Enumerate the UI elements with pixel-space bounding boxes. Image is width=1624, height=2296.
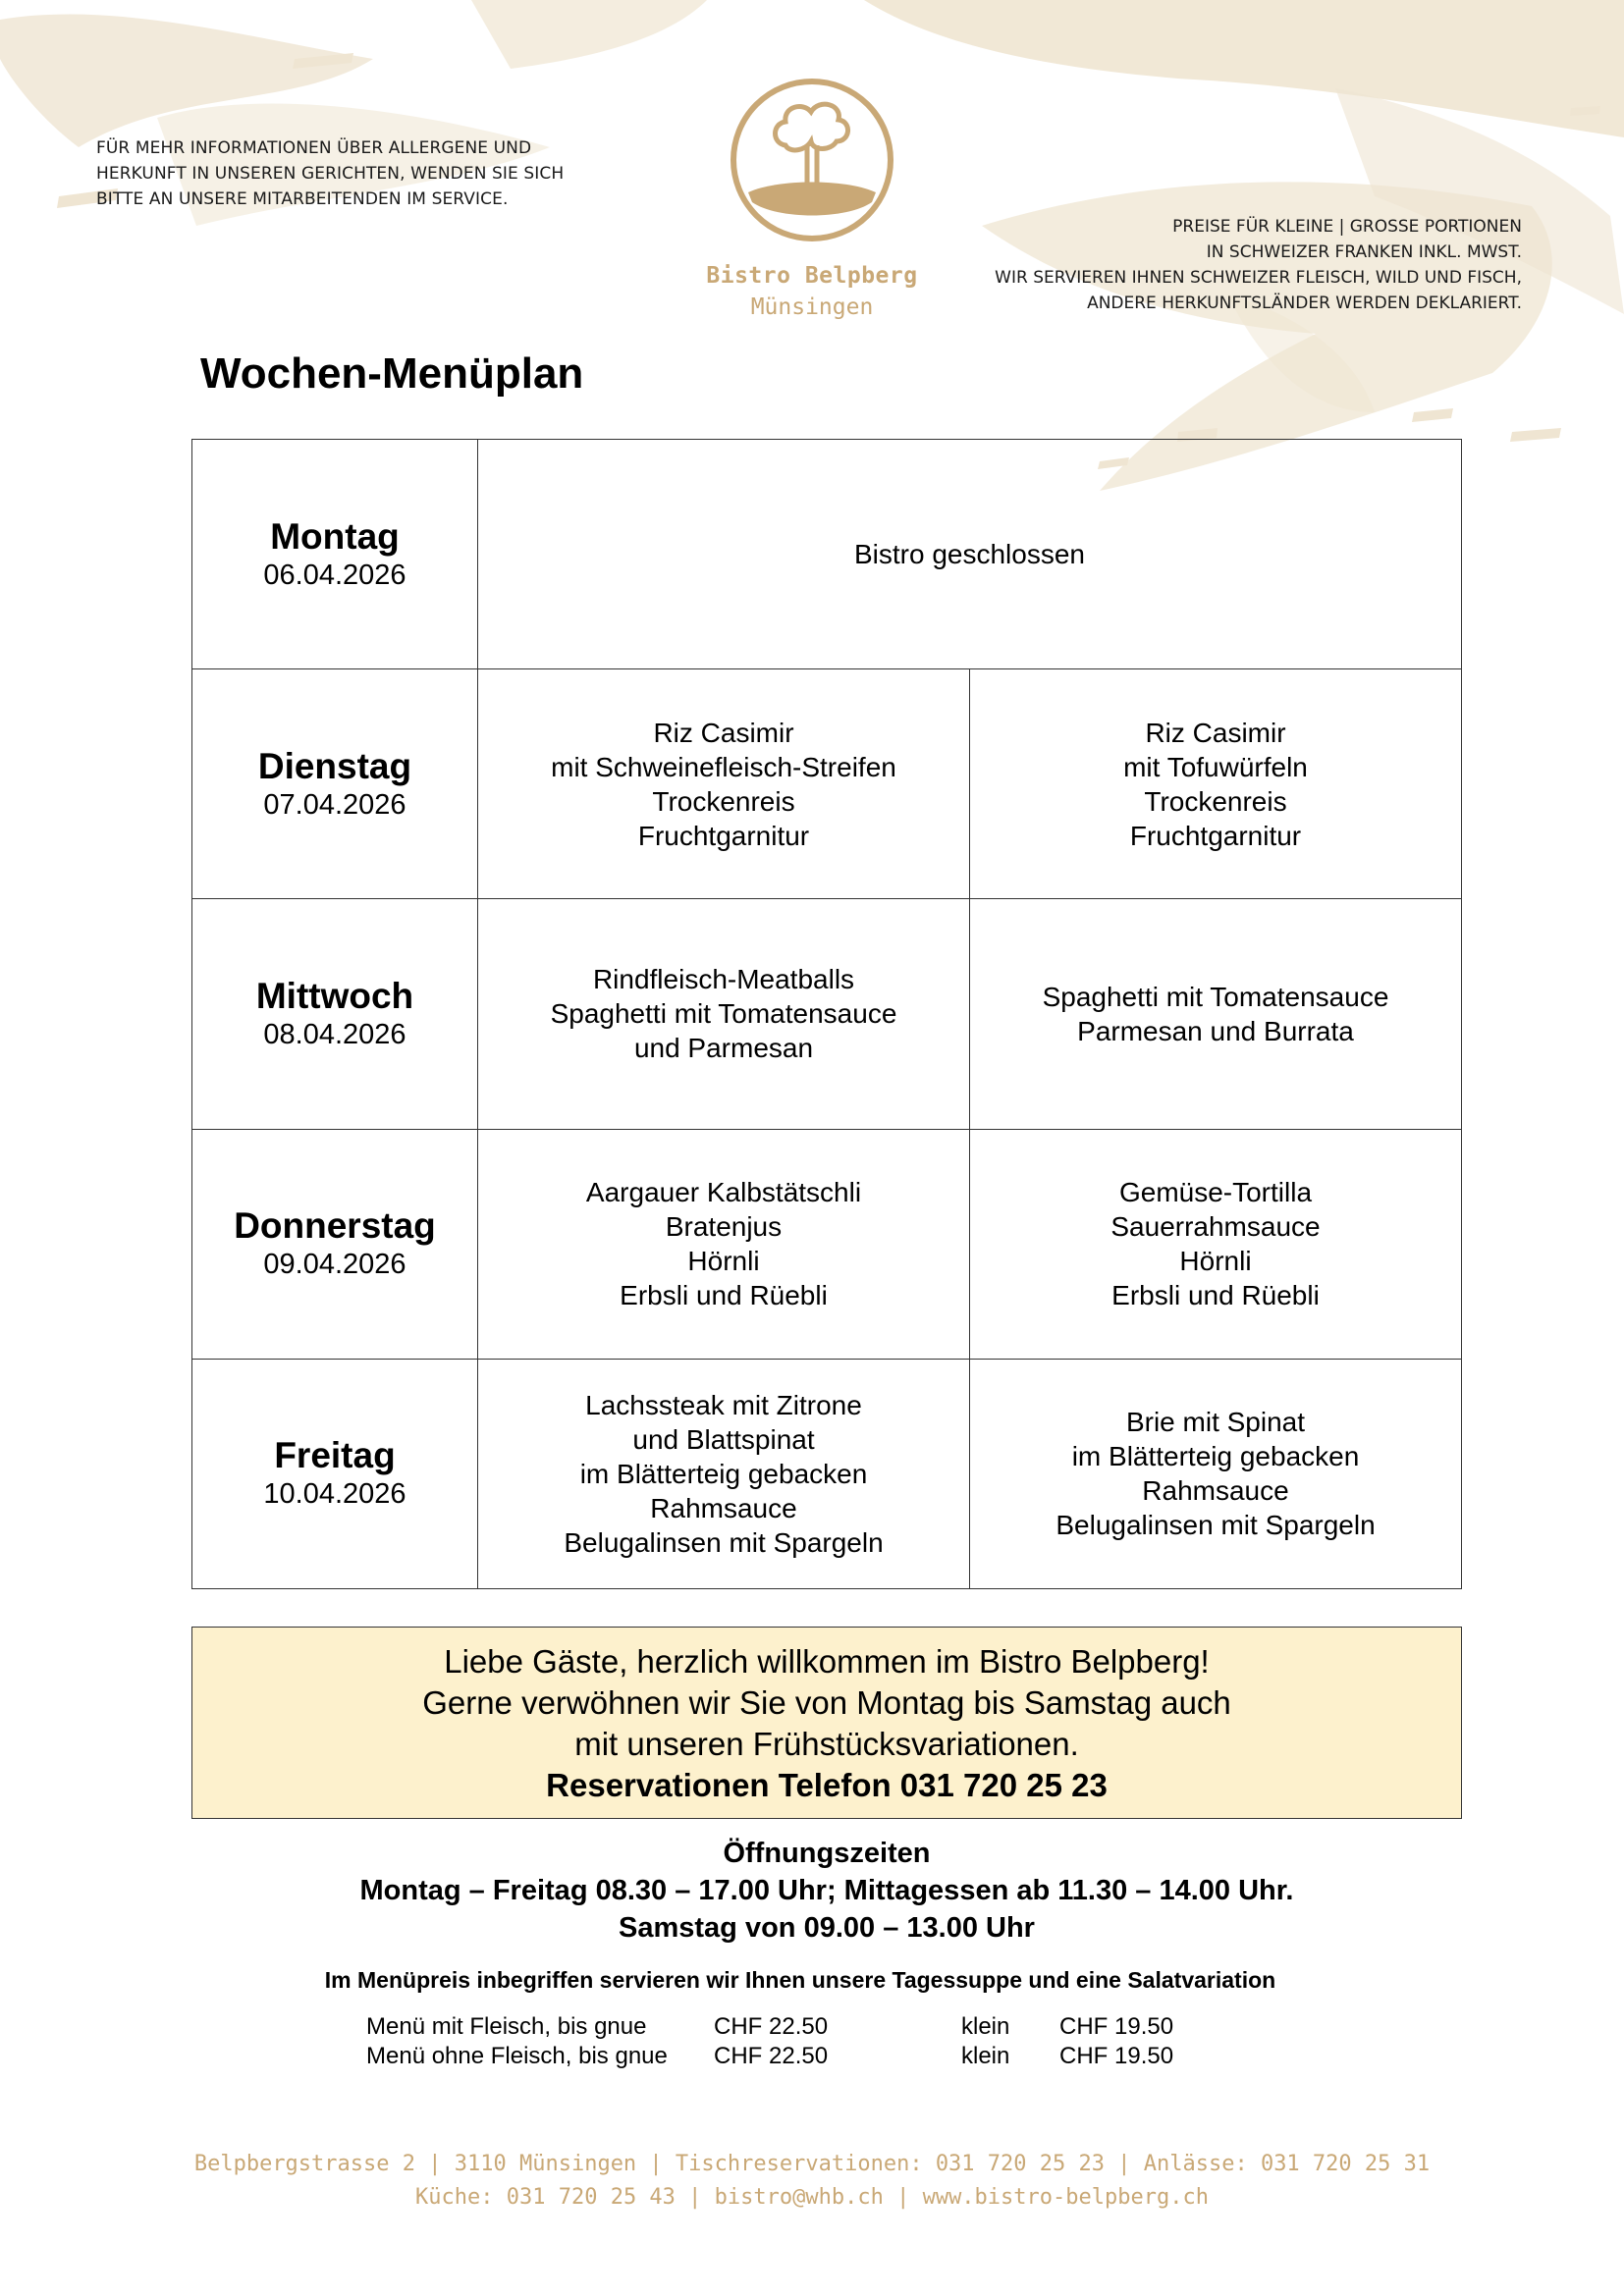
dish-line: Gemüse-Tortilla <box>1118 1177 1313 1208</box>
dish-line: und Parmesan <box>633 1033 814 1064</box>
dish-line: Parmesan und Burrata <box>1077 1015 1354 1046</box>
price-row <box>366 2012 1250 2042</box>
allergen-info-line: HERKUNFT IN UNSEREN GERICHTEN, WENDEN SIE SICH <box>96 164 565 184</box>
dish-line: Rahmsauce <box>650 1492 797 1523</box>
dish-line: im Blätterteig gebacken <box>1071 1441 1360 1472</box>
dish-line: Bratenjus <box>665 1211 783 1243</box>
logo-name: Bistro Belpberg <box>706 263 918 289</box>
day-name: Freitag <box>274 1435 396 1476</box>
veg-dish-cell <box>970 1359 1462 1588</box>
tree-logo-icon <box>729 77 895 243</box>
dish-line: Belugalinsen mit Spargeln <box>1056 1510 1376 1541</box>
day-cell <box>192 440 478 669</box>
footer-address: Belpbergstrasse 2 | 3110 Münsingen | Tischreservationen: 031 720 25 23 | Anlässe: 031 720 25 31 <box>193 2152 1431 2176</box>
allergen-info-line: BITTE AN UNSERE MITARBEITENDEN IM SERVICE. <box>96 189 509 209</box>
closed-notice: Bistro geschlossen <box>853 539 1085 570</box>
dish-line: Spaghetti mit Tomatensauce <box>550 998 897 1030</box>
table-row <box>192 440 1462 669</box>
price-list <box>366 2012 1250 2071</box>
dish-line: im Blätterteig gebacken <box>579 1458 868 1489</box>
meat-dish-cell <box>478 669 970 899</box>
price-value: CHF 22.50 <box>714 2013 829 2040</box>
closed-cell <box>478 440 1462 669</box>
dish-line: Erbsli und Rüebli <box>1111 1280 1320 1311</box>
dish-line: Rindfleisch-Meatballs <box>592 964 855 995</box>
dish-line: und Blattspinat <box>632 1423 815 1455</box>
price-row <box>366 2042 1250 2071</box>
table-row <box>192 899 1462 1129</box>
dish-line: mit Schweinefleisch-Streifen <box>551 751 896 782</box>
small-label: klein <box>961 2043 1010 2069</box>
dish-line: Rahmsauce <box>1142 1475 1289 1507</box>
veg-dish-cell <box>970 899 1462 1129</box>
opening-hours-title: Öffnungszeiten <box>723 1838 931 1869</box>
small-label: klein <box>961 2013 1010 2040</box>
dish-line: Belugalinsen mit Spargeln <box>564 1526 884 1558</box>
day-date: 09.04.2026 <box>263 1249 406 1281</box>
dish-line: mit Tofuwürfeln <box>1123 751 1308 782</box>
dish-line: Riz Casimir <box>1145 717 1286 748</box>
price-label: Menü mit Fleisch, bis gnue <box>366 2013 647 2040</box>
table-row <box>192 1129 1462 1359</box>
opening-hours-weekdays: Montag – Freitag 08.30 – 17.00 Uhr; Mittagessen ab 11.30 – 14.00 Uhr. <box>359 1875 1294 1906</box>
dish-line: Hörnli <box>1179 1246 1252 1277</box>
table-row <box>192 1359 1462 1588</box>
dish-line: Spaghetti mit Tomatensauce <box>1042 981 1389 1012</box>
dish-line: Aargauer Kalbstätschli <box>585 1177 862 1208</box>
allergen-info <box>96 135 646 212</box>
weekly-menu-table <box>191 439 1462 1589</box>
welcome-line: mit unseren Frühstücksvariationen. <box>574 1726 1079 1762</box>
footer <box>0 2148 1624 2215</box>
dish-line: Brie mit Spinat <box>1125 1407 1306 1438</box>
page-title: Wochen-Menüplan <box>200 349 584 398</box>
meat-dish-cell <box>478 899 970 1129</box>
dish-line: Fruchtgarnitur <box>1129 820 1302 851</box>
price-info-line: IN SCHWEIZER FRANKEN INKL. MWST. <box>1206 242 1522 262</box>
day-cell <box>192 1129 478 1359</box>
meat-dish-cell <box>478 1129 970 1359</box>
welcome-line: Gerne verwöhnen wir Sie von Montag bis Samstag auch <box>422 1684 1231 1721</box>
day-date: 08.04.2026 <box>263 1018 406 1050</box>
allergen-info-line: FÜR MEHR INFORMATIONEN ÜBER ALLERGENE UND <box>96 138 532 158</box>
welcome-box <box>191 1627 1462 1819</box>
logo-place: Münsingen <box>750 294 874 320</box>
day-name: Montag <box>270 515 400 557</box>
price-label: Menü ohne Fleisch, bis gnue <box>366 2043 668 2069</box>
dish-line: Hörnli <box>687 1246 760 1277</box>
day-cell <box>192 669 478 899</box>
welcome-line: Liebe Gäste, herzlich willkommen im Bistro Belpberg! <box>444 1643 1210 1680</box>
dish-line: Riz Casimir <box>653 717 794 748</box>
table-row <box>192 669 1462 899</box>
day-cell <box>192 1359 478 1588</box>
day-date: 07.04.2026 <box>263 788 406 821</box>
price-value: CHF 22.50 <box>714 2043 829 2069</box>
small-price: CHF 19.50 <box>1059 2043 1174 2069</box>
day-date: 06.04.2026 <box>263 559 406 591</box>
veg-dish-cell <box>970 1129 1462 1359</box>
opening-hours-saturday: Samstag von 09.00 – 13.00 Uhr <box>619 1912 1035 1944</box>
dish-line: Sauerrahmsauce <box>1110 1211 1321 1243</box>
dish-line: Trockenreis <box>1144 785 1287 817</box>
day-name: Dienstag <box>257 745 412 786</box>
day-name: Mittwoch <box>255 975 414 1016</box>
day-cell <box>192 899 478 1129</box>
day-date: 10.04.2026 <box>263 1478 406 1511</box>
footer-contact: Küche: 031 720 25 43 | bistro@whb.ch | www.bistro-belpberg.ch <box>415 2185 1209 2210</box>
price-info-line: WIR SERVIEREN IHNEN SCHWEIZER FLEISCH, WILD UND FISCH, <box>995 268 1522 288</box>
dish-line: Fruchtgarnitur <box>637 820 810 851</box>
veg-dish-cell <box>970 669 1462 899</box>
reservation-phone: Reservationen Telefon 031 720 25 23 <box>546 1767 1108 1803</box>
price-info-line: ANDERE HERKUNFTSLÄNDER WERDEN DEKLARIERT. <box>1087 294 1522 313</box>
day-name: Donnerstag <box>234 1205 436 1247</box>
dish-line: Trockenreis <box>652 785 795 817</box>
dish-line: Lachssteak mit Zitrone <box>585 1389 862 1420</box>
small-price: CHF 19.50 <box>1059 2013 1174 2040</box>
meat-dish-cell <box>478 1359 970 1588</box>
included-note: Im Menüpreis inbegriffen servieren wir Ihnen unsere Tagessuppe und eine Salatvariation <box>324 1967 1276 1993</box>
dish-line: Erbsli und Rüebli <box>620 1280 828 1311</box>
opening-hours <box>191 1835 1462 1947</box>
price-info-line: PREISE FÜR KLEINE | GROSSE PORTIONEN <box>1172 217 1522 237</box>
